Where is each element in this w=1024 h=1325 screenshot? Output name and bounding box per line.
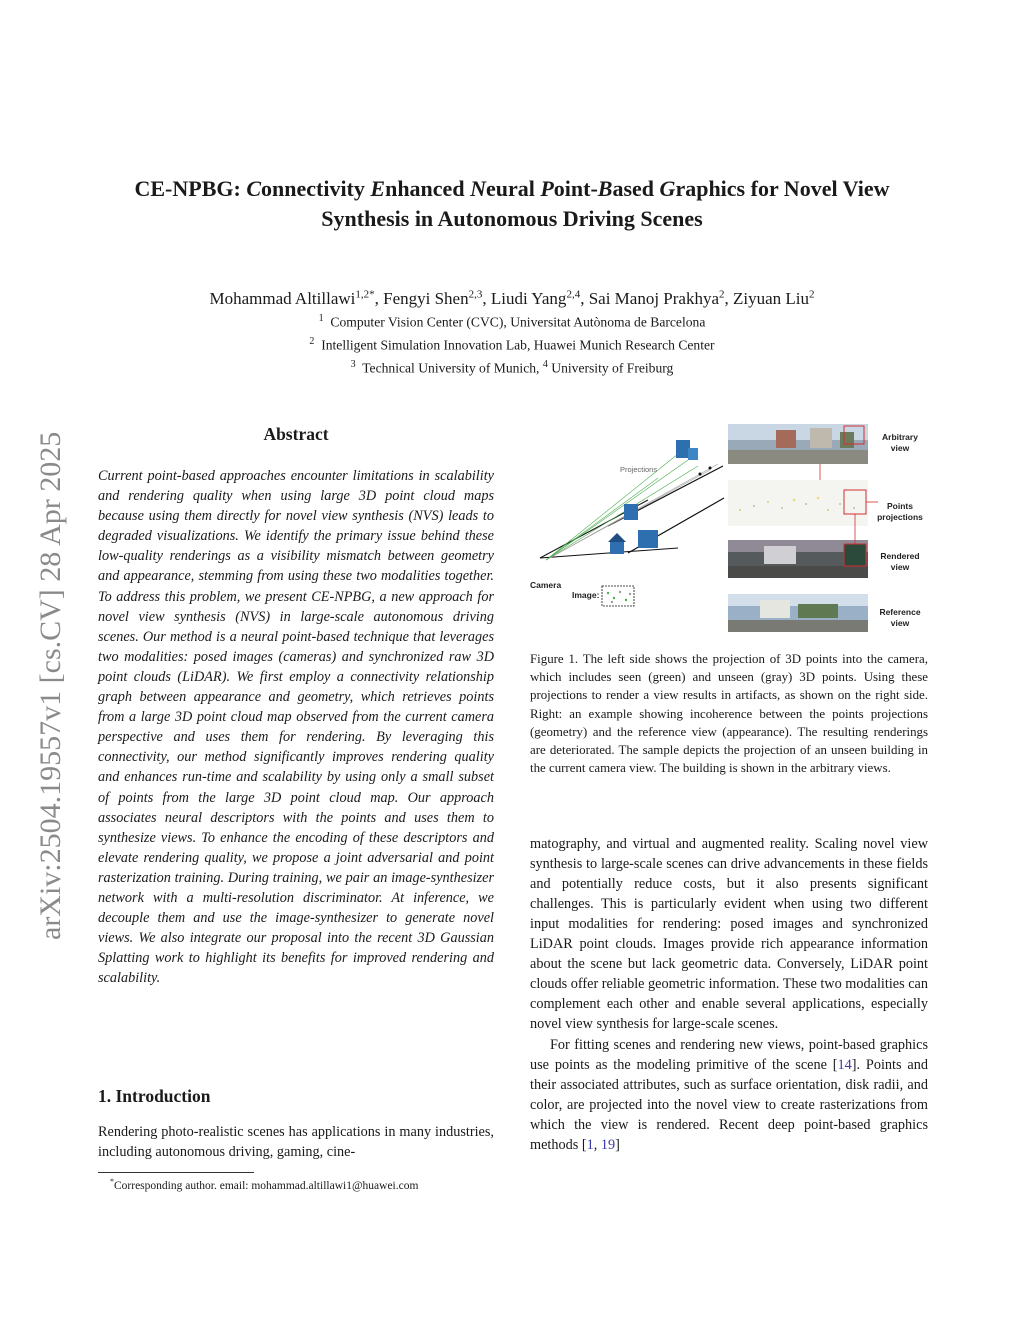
- author: Fengyi Shen$^{2,3}$,: [383, 288, 491, 308]
- paragraph: For fitting scenes and rendering new views, point-based graphics use points as the modeling primitive of the scene [14]. Points and their associated attributes, such as surface orientation, disk radii, and color, are projected into the novel view to create rasterizations from which the view is rendered. Recent deep point-based graphics methods [1, 19]: [530, 1037, 928, 1153]
- projection-diagram: [530, 440, 724, 606]
- rendered-view-image: [728, 540, 868, 578]
- section-heading-introduction: 1. Introduction: [98, 1086, 211, 1106]
- point-marker: [709, 467, 712, 470]
- rendered-view-label: Rendered: [880, 551, 920, 561]
- author: Sai Manoj Prakhya$^2$,: [588, 288, 734, 308]
- author: Mohammad Altillawi$^{1,2*}$,: [209, 288, 384, 308]
- author-list: [90, 282, 934, 311]
- abstract-heading: Abstract: [263, 424, 329, 444]
- citation-link[interactable]: 14: [837, 1057, 852, 1073]
- affiliation-3-4: $^3$ Technical University of Munich, $^4$ University of Freiburg: [350, 359, 674, 376]
- citation-link[interactable]: 1: [586, 1137, 594, 1153]
- image-plane: [602, 586, 634, 606]
- house-icon: [608, 533, 626, 554]
- arbitrary-view-image: [728, 424, 868, 464]
- title-line-1: CE-NPBG: Connectivity Enhanced Neural Point-Based Graphics for Novel View: [134, 176, 890, 201]
- arxiv-stamp: [22, 350, 72, 950]
- svg-text:view: view: [890, 562, 910, 572]
- building-icon: [624, 504, 638, 520]
- camera-label: Camera: [530, 580, 562, 590]
- abstract-body: Current point-based approaches encounter limitations in scalability and rendering quality when using large 3D point cloud maps because using them directly for novel view synthesis (NVS) leads to degraded visualizations. We identify the primary issue behind these low-quality renderings as a visibility mismatch between geometry and appearance, stemming from using these two modalities together. To address this problem, we present CE-NPBG, a new approach for novel view synthesis (NVS) in large-scale autonomous driving scenes. Our method is a neural point-based technique that leverages two modalities: posed images (cameras) and synchronized raw 3D point clouds (LiDAR). We first employ a connectivity relationship graph between appearance and geometry, which retrieves points from a large 3D point cloud map observed from the current camera perspective and uses them for rendering. By leveraging this connectivity, our method significantly improves rendering quality and enhances run-time and scalability by using only a small subset of points from the large 3D point cloud map. Our approach associates neural descriptors with the points and uses them to synthesize views. To enhance the encoding of these descriptors and elevate rendering quality, we propose a joint adversarial and point rasterization training. During training, we pair an image-synthesizer network with a multi-resolution discriminator. At inference, we decouple them and use the image-synthesizer to generate novel views. We also integrate our proposal into the recent 3D Gaussian Splatting work to highlight its benefits for improved rendering and scalability.: [98, 468, 494, 987]
- image-points: [607, 591, 631, 603]
- paper-title: [90, 174, 934, 234]
- reference-view-label: Reference: [879, 607, 921, 617]
- projections-label: Projections: [620, 465, 658, 474]
- right-column-body: [530, 834, 928, 1155]
- building-icon: [676, 440, 698, 460]
- points-projections-image: [728, 480, 868, 526]
- image-label: Image:: [572, 590, 600, 600]
- reference-view-image: [728, 594, 868, 632]
- affiliation-1: $^1$ Computer Vision Center (CVC), Universitat Autònoma de Barcelona: [318, 313, 706, 330]
- building-icon: [638, 530, 658, 548]
- citation-link[interactable]: 19: [600, 1137, 616, 1153]
- svg-text:view: view: [890, 443, 910, 453]
- title-line-2: Synthesis in Autonomous Driving Scenes: [321, 206, 703, 231]
- figure-1: [528, 418, 932, 640]
- svg-text:projections: projections: [877, 512, 923, 522]
- author: Ziyuan Liu$^2$: [733, 288, 815, 308]
- footnote-divider: [98, 1172, 254, 1173]
- arbitrary-view-label: Arbitrary: [882, 432, 918, 442]
- introduction-body: Rendering photo-realistic scenes has applications in many industries, including autonomous driving, gaming, cine-: [98, 1124, 494, 1160]
- footnote: *Corresponding author. email: mohammad.altillawi1@huawei.com: [110, 1177, 419, 1192]
- points-projections-label: Points: [887, 501, 913, 511]
- paragraph: matography, and virtual and augmented reality. Scaling novel view synthesis to large-scale scenes can drive advancements in these fields and potentially reduce costs, but it also presents significant challenges. This is particularly evident when using two different input modalities for rendering: posed images and synchronized LiDAR point clouds. Images provide rich appearance information about the scene but lack geometric data. Conversely, LiDAR point clouds offer reliable geometric information. These two modalities can complement each other and enable several applications, especially novel view synthesis for large-scale scenes.: [530, 836, 928, 1032]
- point-marker: [699, 473, 702, 476]
- svg-text:view: view: [890, 618, 910, 628]
- author: Liudi Yang$^{2,4}$,: [490, 288, 589, 308]
- figure-caption: Figure 1. The left side shows the projection of 3D points into the camera, which includes seen (green) and unseen (gray) 3D points. Using these projections to render a view results in artifacts, as shown on the right side. Right: an example showing incoherence between the points projections (geometry) and the reference view (appearance). The resulting renderings are deteriorated. The sample depicts the projection of an unseen building in the current camera view. The building is shown in the arbitrary views.: [530, 652, 928, 776]
- arxiv-identifier: arXiv:2504.19557v1 [cs.CV] 28 Apr 2025: [34, 431, 67, 940]
- affiliation-2: $^2$ Intelligent Simulation Innovation Lab, Huawei Munich Research Center: [309, 336, 715, 353]
